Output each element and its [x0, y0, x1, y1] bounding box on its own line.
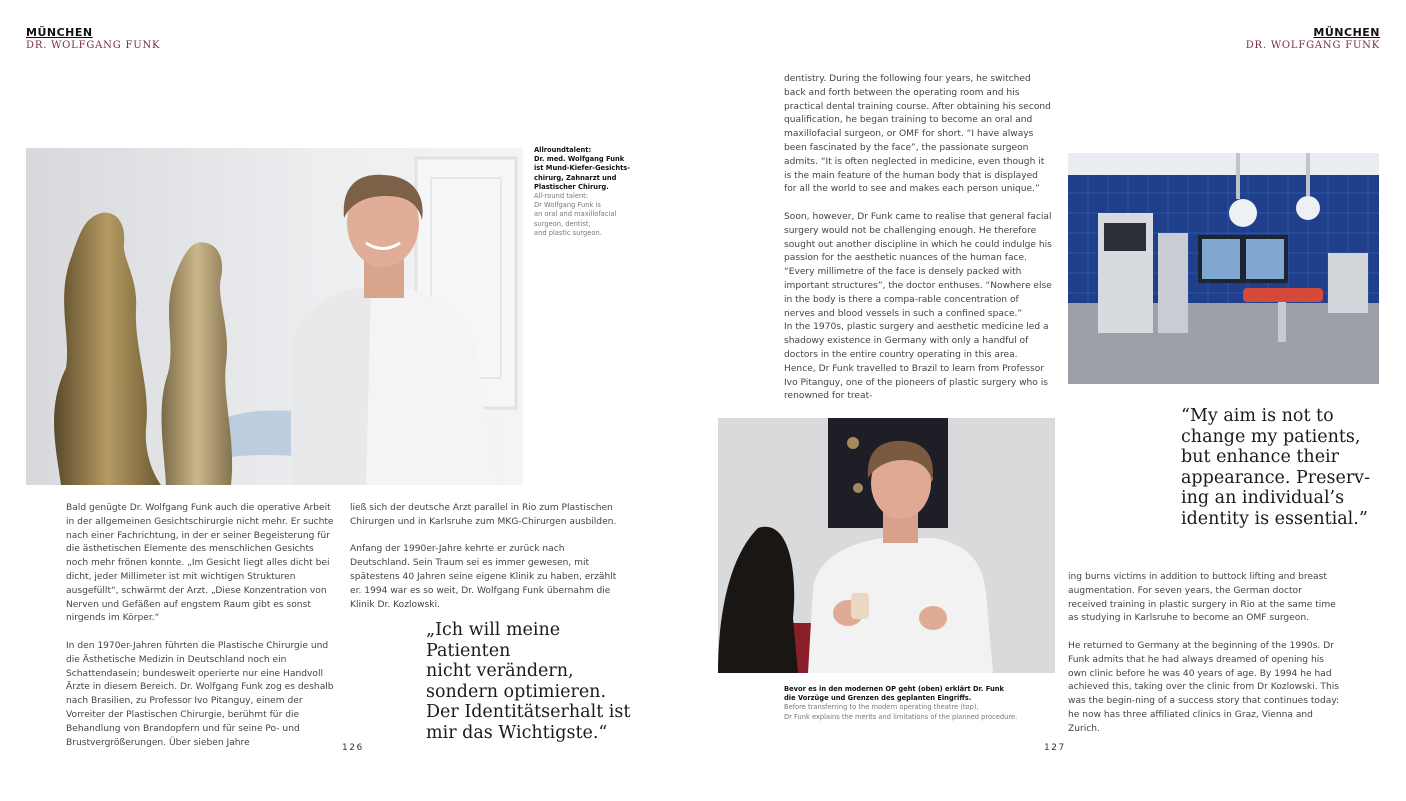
consultation-caption-english: Before transferring to the modern operating theatre (top), Dr Funk explains the merits and limitations of the planned procedure.: [784, 703, 1018, 721]
left-pull-quote: „Ich will meine Patienten nicht verändern, sondern optimieren. Der Identitätserhalt ist mir das Wichtigste.“: [426, 620, 631, 743]
right-top-column: [784, 73, 1052, 404]
left-header-name: DR. WOLFGANG FUNK: [26, 40, 161, 51]
right-page-number: 127: [1044, 743, 1066, 753]
left-col1-paragraph-2: In den 1970er-Jahren führten die Plastische Chirurgie und die Ästhetische Medizin in Deutschland noch ein Schattendasein; bundesweit operierte nur eine Handvoll Ärzte in diesem Bereich. Dr. Wolfgang Funk zog es deshalb nach Brasilien, zu Professor Ivo Pitanguy, einem der Vorreiter der Plastischen Chirurgie, berühmt für die Behandlung von Brandopfern und für seine Po- und Brustvergrößerungen. Über sieben Jahre: [66, 640, 334, 748]
left-col2-paragraph-2: Anfang der 1990er-Jahre kehrte er zurück nach Deutschland. Sein Traum sei es immer gewesen, mit spätestens 40 Jahren seine eigene Klinik zu haben, erzählt er. 1994 war es so weit, Dr. Wolfgang Funk übernahm die Klinik Dr. Kozlowski.: [350, 544, 617, 610]
right-bottom-paragraph-2: He returned to Germany at the beginning of the 1990s. Dr Funk admits that he had always dreamed of opening his own clinic before he was 40 years of age. By 1994 he had achieved this, taking over the clinic from Dr Kozlowski. This was the begin-ning of a success story that continues today: he now has three affiliated clinics in Graz, Vienna and Zurich.: [1068, 640, 1340, 734]
consultation-caption: [784, 685, 1064, 722]
left-page-number: 126: [342, 743, 364, 753]
left-col1-paragraph-1: Bald genügte Dr. Wolfgang Funk auch die operative Arbeit in der allgemeinen Gesichtschirurgie nicht mehr. Er suchte nach einer Fachrichtung, in der er seiner Begeisterung für die ästhetischen Elemente des menschlichen Gesichts noch mehr frönen konnte. „Im Gesicht liegt alles dicht bei dicht, jeder Millimeter ist mit wichtigen Strukturen ausgefüllt“, schwärmt der Arzt. „Diese Konzentration von Nerven und Gefäßen auf engstem Raum gibt es sonst nirgends im Körper.“: [66, 503, 334, 624]
portrait-caption: [534, 146, 644, 238]
right-pull-quote: “My aim is not to change my patients, but enhance their appearance. Preserv- ing an individual’s identity is essential.”: [1181, 406, 1370, 529]
consultation-photo: [718, 418, 1055, 673]
consultation-image: [718, 418, 1055, 673]
right-header-name: DR. WOLFGANG FUNK: [1245, 40, 1380, 51]
operating-room-photo: [1068, 153, 1379, 384]
right-top-paragraph-3: In the 1970s, plastic surgery and aesthetic medicine led a shadowy existence in Germany with only a handful of doctors in the entire country operating in this area. Hence, Dr Funk travelled to Brazil to learn from Professor Ivo Pitanguy, one of the pioneers of plastic surgery who is renowned for treat-: [784, 322, 1049, 402]
right-page-header: [1246, 26, 1380, 52]
portrait-photo-image: [26, 148, 523, 485]
left-column-2: [350, 502, 620, 612]
left-column-1: [66, 502, 336, 750]
right-bottom-paragraph-1: ing burns victims in addition to buttock lifting and breast augmentation. For seven years, the German doctor received training in plastic surgery in Rio at the same time as studying in Karlsruhe to become an OMF surgeon.: [1068, 572, 1336, 624]
consultation-caption-german: Bevor es in den modernen OP geht (oben) erklärt Dr. Funk die Vorzüge und Grenzen des geplanten Eingriffs.: [784, 685, 1004, 703]
right-header-city: MÜNCHEN: [1313, 26, 1380, 39]
left-col2-paragraph-1: ließ sich der deutsche Arzt parallel in Rio zum Plastischen Chirurgen und in Karlsruhe zum MKG-Chirurgen ausbilden.: [350, 503, 617, 527]
operating-room-image: [1068, 153, 1379, 384]
right-top-paragraph-1: dentistry. During the following four years, he switched back and forth between the operating room and his practical dental training course. After obtaining his second qualification, he began training to become an oral and maxillofacial surgeon, or OMF for short. “I have always been fascinated by the face”, the passionate surgeon admits. “It is often neglected in medicine, even though it is the main feature of the human body that is displayed for all the world to see and makes each person unique.”: [784, 74, 1051, 195]
portrait-caption-english: All-round talent: Dr Wolfgang Funk is an oral and maxillofacial surgeon, dentist, and plastic surgeon.: [534, 192, 617, 237]
right-bottom-column: [1068, 571, 1343, 737]
portrait-photo: [26, 148, 523, 485]
right-top-paragraph-2: Soon, however, Dr Funk came to realise that general facial surgery would not be challenging enough. He therefore sought out another discipline in which he could indulge his passion for the aesthetic nuances of the human face. “Every millimetre of the face is densely packed with important structures”, the doctor enthuses. “Nowhere else in the body is there a compa-rable concentration of nerves and blood vessels in such a confined space.”: [784, 211, 1052, 319]
left-header-city: MÜNCHEN: [26, 26, 93, 39]
portrait-caption-german: Allroundtalent: Dr. med. Wolfgang Funk ist Mund-Kiefer-Gesichts- chirurg, Zahnarzt und Plastischer Chirurg.: [534, 146, 631, 191]
left-page-header: [26, 26, 160, 52]
